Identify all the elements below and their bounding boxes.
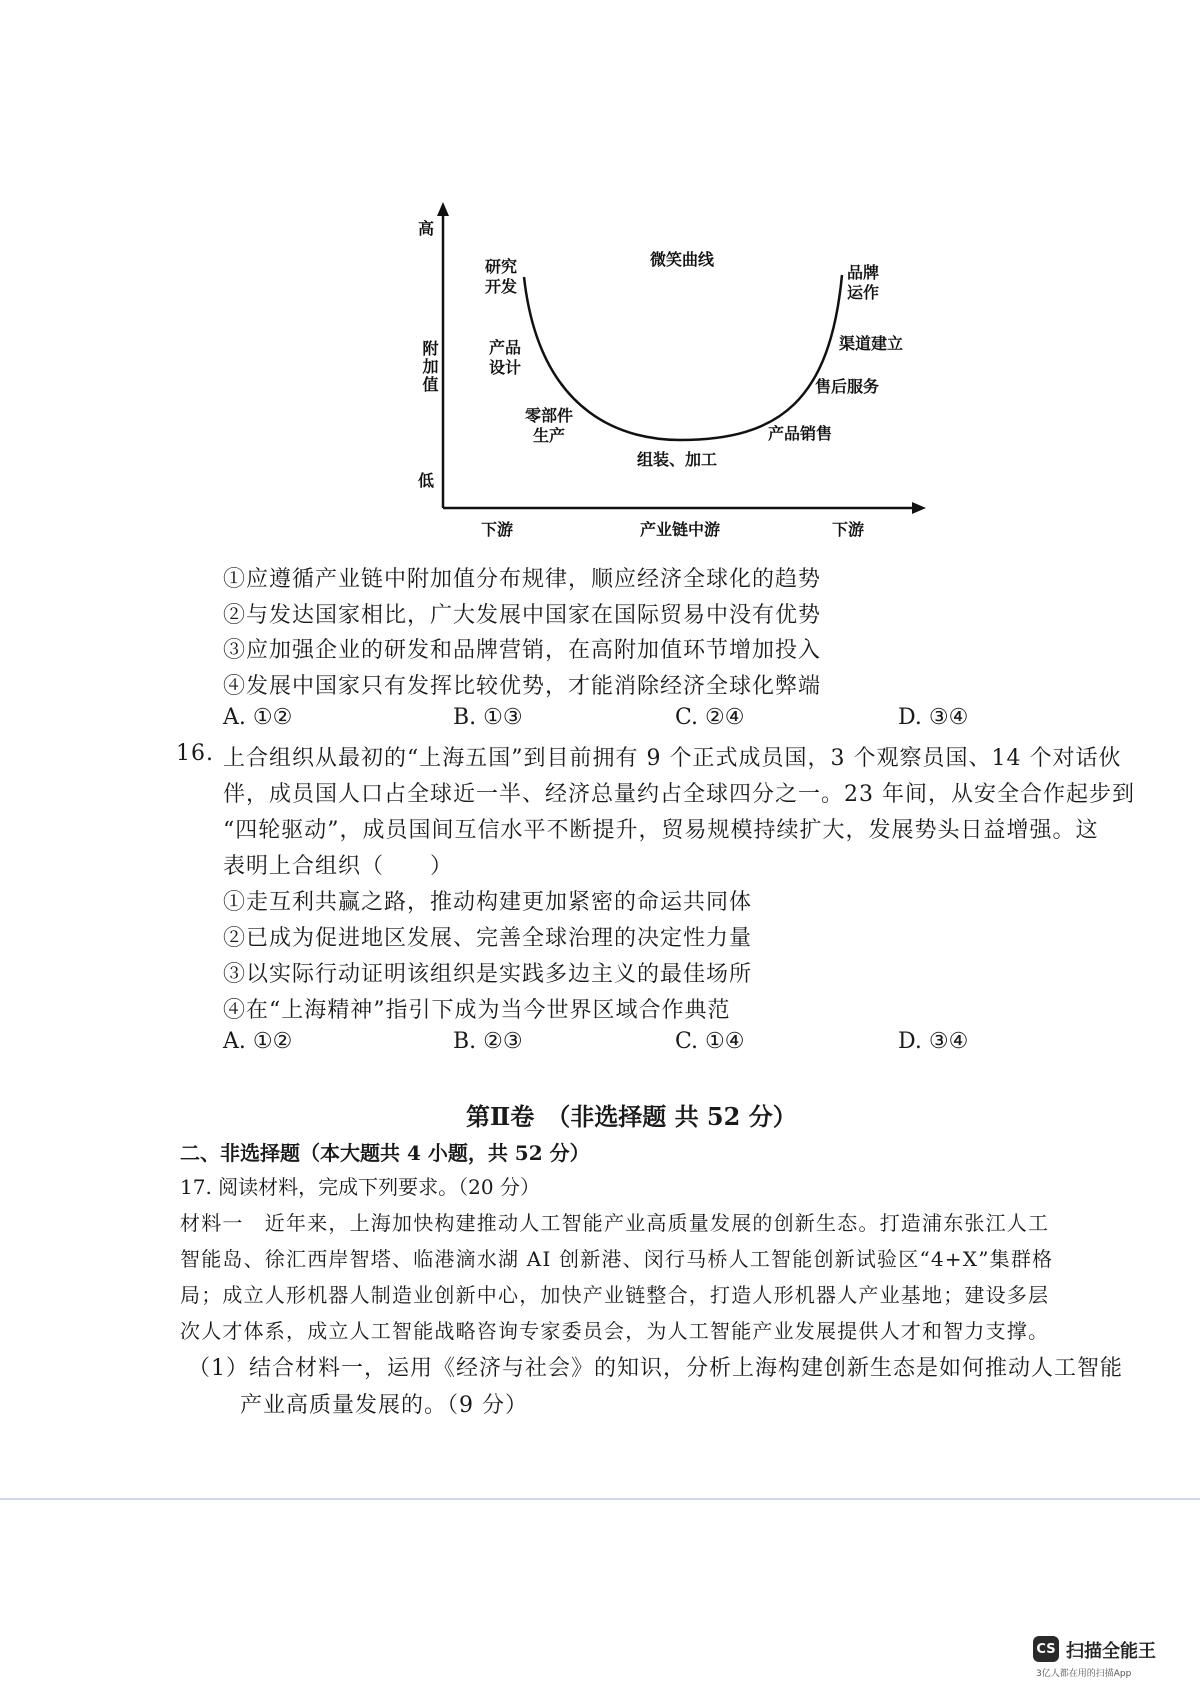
q16-statement: ①走互利共赢之路，推动构建更加紧密的命运共同体 <box>223 890 753 915</box>
curve-title: 微笑曲线 <box>650 250 715 269</box>
q15-statement: ④发展中国家只有发挥比较优势，才能消除经济全球化弊端 <box>223 674 822 699</box>
q17-heading: 17. 阅读材料，完成下列要求。（20 分） <box>180 1175 540 1199</box>
stage-channel: 渠道建立 <box>839 334 904 353</box>
part2-section-heading: 二、非选择题（本大题共 4 小题，共 52 分） <box>180 1141 590 1165</box>
stage-after-sales: 售后服务 <box>815 377 880 396</box>
q16-option-b: B. ②③ <box>453 1029 523 1054</box>
q16-statement: ④在“上海精神”指引下成为当今世界区域合作典范 <box>223 998 731 1023</box>
stage-design: 产品 设计 <box>489 338 522 377</box>
q16-option-a: A. ①② <box>223 1029 293 1054</box>
stage-sales: 产品销售 <box>768 424 833 443</box>
stage-rd: 研究 开发 <box>485 257 518 296</box>
q16-option-d: D. ③④ <box>898 1029 969 1054</box>
q16-number: 16. <box>176 741 214 766</box>
camscanner-tagline: 3亿人都在用的扫描App <box>1036 1669 1132 1679</box>
x-axis-right-label: 下游 <box>832 520 865 539</box>
q16-statement: ③以实际行动证明该组织是实践多边主义的最佳场所 <box>223 962 753 987</box>
material-line: 材料一 近年来，上海加快构建推动人工智能产业高质量发展的创新生态。打造浦东张江人工 <box>180 1211 1050 1235</box>
stage-assembly: 组装、加工 <box>637 450 718 469</box>
stage-brand: 品牌 运作 <box>847 263 880 302</box>
part2-title: 第Ⅱ卷 （非选择题 共 52 分） <box>466 1102 797 1131</box>
q15-option-c: C. ②④ <box>675 705 745 730</box>
x-axis-middle-label: 产业链中游 <box>640 520 721 539</box>
smile-curve-figure <box>0 0 1200 560</box>
camscanner-name: 扫描全能王 <box>1066 1641 1156 1662</box>
x-axis-arrow <box>912 502 926 514</box>
y-axis-high-label: 高 <box>418 219 435 238</box>
q15-option-d: D. ③④ <box>898 705 969 730</box>
y-axis-arrow <box>437 202 449 216</box>
camscanner-logo: CS <box>1033 1636 1059 1662</box>
q15-option-b: B. ①③ <box>453 705 523 730</box>
q15-statement: ②与发达国家相比，广大发展中国家在国际贸易中没有优势 <box>223 603 822 628</box>
q16-stem-line: “四轮驱动”，成员国间互信水平不断提升，贸易规模持续扩大，发展势头日益增强。这 <box>223 818 1099 843</box>
stage-parts: 零部件 生产 <box>525 406 574 445</box>
material-line: 次人才体系，成立人工智能战略咨询专家委员会，为人工智能产业发展提供人才和智力支撑。 <box>180 1319 1050 1343</box>
q16-statement: ②已成为促进地区发展、完善全球治理的决定性力量 <box>223 926 753 951</box>
q15-statement: ③应加强企业的研发和品牌营销，在高附加值环节增加投入 <box>223 638 822 663</box>
material-line: 局；成立人形机器人制造业创新中心，加快产业链整合，打造人形机器人产业基地；建设多层 <box>180 1283 1050 1307</box>
q16-stem-line: 上合组织从最初的“上海五国”到目前拥有 9 个正式成员国，3 个观察员国、14 个对话伙 <box>223 746 1122 771</box>
q15-statement: ①应遵循产业链中附加值分布规律，顺应经济全球化的趋势 <box>223 567 822 592</box>
q16-option-c: C. ①④ <box>675 1029 745 1054</box>
q16-stem-line: 表明上合组织（ ） <box>223 854 454 879</box>
q16-stem-line: 伴，成员国人口占全球近一半、经济总量约占全球四分之一。23 年间，从安全合作起步到 <box>223 782 1135 807</box>
page-divider <box>0 1498 1200 1500</box>
y-axis-low-label: 低 <box>418 471 435 490</box>
y-axis-title: 附加值 <box>420 340 439 394</box>
x-axis-left-label: 下游 <box>481 520 514 539</box>
q17-sub1-line: 产业高质量发展的。（9 分） <box>240 1393 528 1418</box>
material-line: 智能岛、徐汇西岸智塔、临港滴水湖 AI 创新港、闵行马桥人工智能创新试验区“4+X”集群格 <box>180 1247 1054 1271</box>
q15-option-a: A. ①② <box>223 705 293 730</box>
q17-sub1-line: （1）结合材料一，运用《经济与社会》的知识，分析上海构建创新生态是如何推动人工智能 <box>188 1356 1124 1381</box>
